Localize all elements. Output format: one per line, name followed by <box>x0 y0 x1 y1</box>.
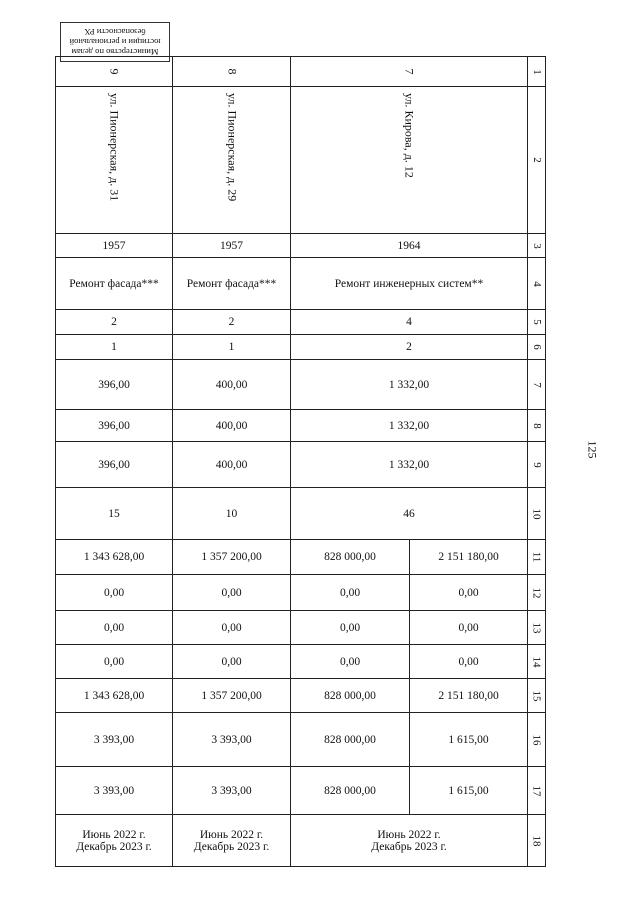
table-row <box>56 442 546 488</box>
col-number: 7 <box>291 57 528 87</box>
cell: 0,00 <box>56 575 173 611</box>
row-number: 18 <box>528 815 546 867</box>
data-table <box>55 56 546 867</box>
cell: 3 393,00 <box>173 713 291 767</box>
table-row <box>56 611 546 645</box>
cell: 0,00 <box>410 645 528 679</box>
cell: 1 357 200,00 <box>173 679 291 713</box>
col-number: 9 <box>56 57 173 87</box>
date-cell: Июнь 2022 г. Декабрь 2023 г. <box>173 815 291 867</box>
cell: Ремонт инженерных систем** <box>291 258 528 310</box>
col-number: 8 <box>173 57 291 87</box>
row-number: 8 <box>528 410 546 442</box>
cell: 1 <box>173 335 291 360</box>
row-number: 12 <box>528 575 546 611</box>
cell: 828 000,00 <box>291 713 410 767</box>
cell: 0,00 <box>410 611 528 645</box>
table-row <box>56 360 546 410</box>
cell: 0,00 <box>410 575 528 611</box>
cell: 46 <box>291 488 528 540</box>
address-cell: ул. Пионерская, д. 29 <box>173 87 291 234</box>
cell: 1957 <box>56 234 173 258</box>
cell: 828 000,00 <box>291 679 410 713</box>
cell: 400,00 <box>173 410 291 442</box>
table-row <box>56 258 546 310</box>
row-number: 4 <box>528 258 546 310</box>
cell: 10 <box>173 488 291 540</box>
cell: 0,00 <box>173 611 291 645</box>
table-row <box>56 767 546 815</box>
table-row <box>56 815 546 867</box>
date-cell: Июнь 2022 г. Декабрь 2023 г. <box>291 815 528 867</box>
cell: 4 <box>291 310 528 335</box>
row-number: 17 <box>528 767 546 815</box>
cell: 1 615,00 <box>410 713 528 767</box>
cell: 1 <box>56 335 173 360</box>
cell: 828 000,00 <box>291 540 410 575</box>
cell: 0,00 <box>291 575 410 611</box>
stamp-line-3: безопасности РХ <box>84 27 146 37</box>
table-row <box>56 335 546 360</box>
cell: 400,00 <box>173 360 291 410</box>
cell: 0,00 <box>291 645 410 679</box>
cell: 1 343 628,00 <box>56 540 173 575</box>
row-number: 2 <box>528 87 546 234</box>
table-row <box>56 410 546 442</box>
cell: 2 151 180,00 <box>410 679 528 713</box>
cell: 3 393,00 <box>56 713 173 767</box>
cell: 1 332,00 <box>291 410 528 442</box>
cell: 396,00 <box>56 442 173 488</box>
date-cell: Июнь 2022 г. Декабрь 2023 г. <box>56 815 173 867</box>
cell: 0,00 <box>56 645 173 679</box>
cell: 1957 <box>173 234 291 258</box>
row-number: 5 <box>528 310 546 335</box>
cell: 1 343 628,00 <box>56 679 173 713</box>
row-number: 14 <box>528 645 546 679</box>
row-number: 13 <box>528 611 546 645</box>
table-row <box>56 645 546 679</box>
cell: 1 332,00 <box>291 360 528 410</box>
row-number: 1 <box>528 57 546 87</box>
stamp-line-1: Министерство по делам <box>71 47 159 57</box>
row-number: 10 <box>528 488 546 540</box>
table-row <box>56 57 546 87</box>
cell: 2 <box>173 310 291 335</box>
address-cell: ул. Кирова, д. 12 <box>291 87 528 234</box>
cell: 0,00 <box>56 611 173 645</box>
cell: 2 <box>56 310 173 335</box>
cell: 15 <box>56 488 173 540</box>
row-number: 7 <box>528 360 546 410</box>
cell: 396,00 <box>56 410 173 442</box>
row-number: 16 <box>528 713 546 767</box>
row-number: 9 <box>528 442 546 488</box>
row-number: 6 <box>528 335 546 360</box>
table-row <box>56 679 546 713</box>
cell: 1 332,00 <box>291 442 528 488</box>
cell: 396,00 <box>56 360 173 410</box>
cell: 3 393,00 <box>173 767 291 815</box>
cell: 2 151 180,00 <box>410 540 528 575</box>
cell: 0,00 <box>173 575 291 611</box>
row-number: 15 <box>528 679 546 713</box>
table-row <box>56 575 546 611</box>
table-row <box>56 310 546 335</box>
cell: 1 615,00 <box>410 767 528 815</box>
cell: 400,00 <box>173 442 291 488</box>
table-row <box>56 713 546 767</box>
table-row <box>56 540 546 575</box>
address-cell: ул. Пионерская, д. 31 <box>56 87 173 234</box>
cell: 1 357 200,00 <box>173 540 291 575</box>
table-row <box>56 488 546 540</box>
cell: Ремонт фасада*** <box>56 258 173 310</box>
cell: 0,00 <box>291 611 410 645</box>
cell: 2 <box>291 335 528 360</box>
cell: 3 393,00 <box>56 767 173 815</box>
cell: 0,00 <box>173 645 291 679</box>
row-number: 11 <box>528 540 546 575</box>
cell: Ремонт фасада*** <box>173 258 291 310</box>
page-number: 125 <box>585 440 600 459</box>
cell: 828 000,00 <box>291 767 410 815</box>
table-row <box>56 87 546 234</box>
row-number: 3 <box>528 234 546 258</box>
table-row <box>56 234 546 258</box>
stamp-line-2: юстиции и региональной <box>69 37 161 47</box>
cell: 1964 <box>291 234 528 258</box>
